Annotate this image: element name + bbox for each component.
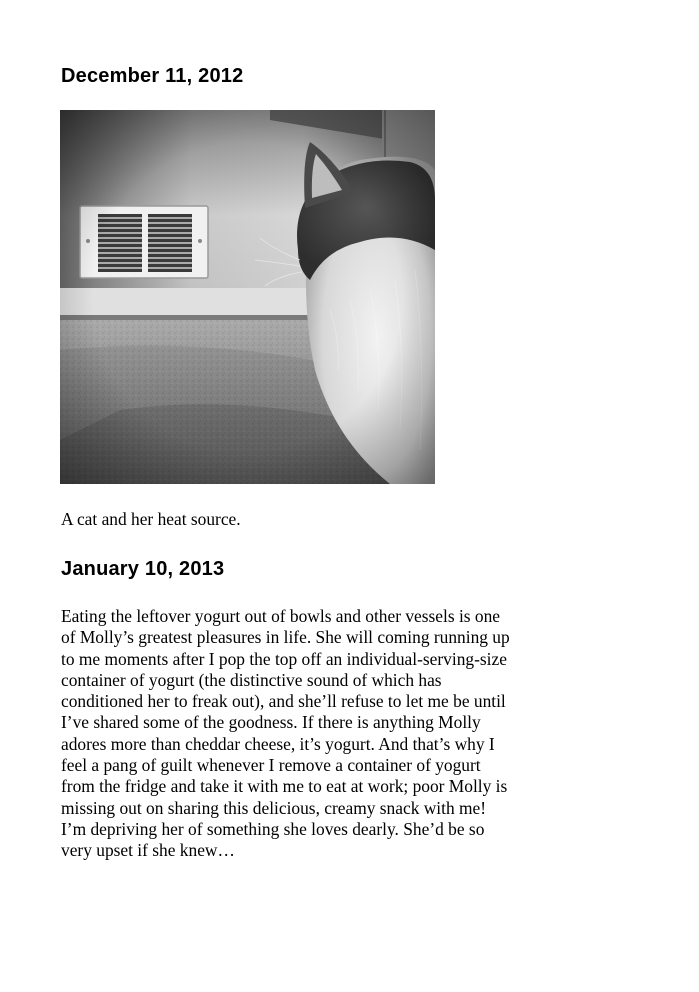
paragraph-line: I’m depriving her of something she loves dearly. She’d be so bbox=[61, 818, 485, 839]
paragraph-line: feel a pang of guilt whenever I remove a container of yogurt bbox=[61, 755, 481, 776]
paragraph-line: adores more than cheddar cheese, it’s yogurt. And that’s why I bbox=[61, 733, 495, 754]
paragraph-line: container of yogurt (the distinctive sound of which has bbox=[61, 669, 442, 690]
paragraph-line: missing out on sharing this delicious, creamy snack with me! bbox=[61, 797, 487, 818]
cat-photo bbox=[60, 110, 435, 484]
photo-caption: A cat and her heat source. bbox=[61, 509, 241, 529]
paragraph-line: from the fridge and take it with me to eat at work; poor Molly is bbox=[61, 776, 508, 797]
entry-body-paragraph bbox=[61, 606, 601, 862]
paragraph-line: Eating the leftover yogurt out of bowls and other vessels is one bbox=[61, 606, 501, 626]
paragraph-line: I’ve shared some of the goodness. If there is anything Molly bbox=[61, 712, 481, 733]
paragraph-line: conditioned her to freak out), and she’ll refuse to let me be until bbox=[61, 691, 506, 712]
entry-date-heading: December 11, 2012 bbox=[61, 65, 244, 87]
paragraph-line: very upset if she knew… bbox=[61, 840, 235, 861]
paragraph-line: of Molly’s greatest pleasures in life. She will coming running up bbox=[61, 627, 510, 648]
entry-date-heading: January 10, 2013 bbox=[61, 558, 225, 580]
paragraph-line: to me moments after I pop the top off an individual-serving-size bbox=[61, 648, 507, 669]
